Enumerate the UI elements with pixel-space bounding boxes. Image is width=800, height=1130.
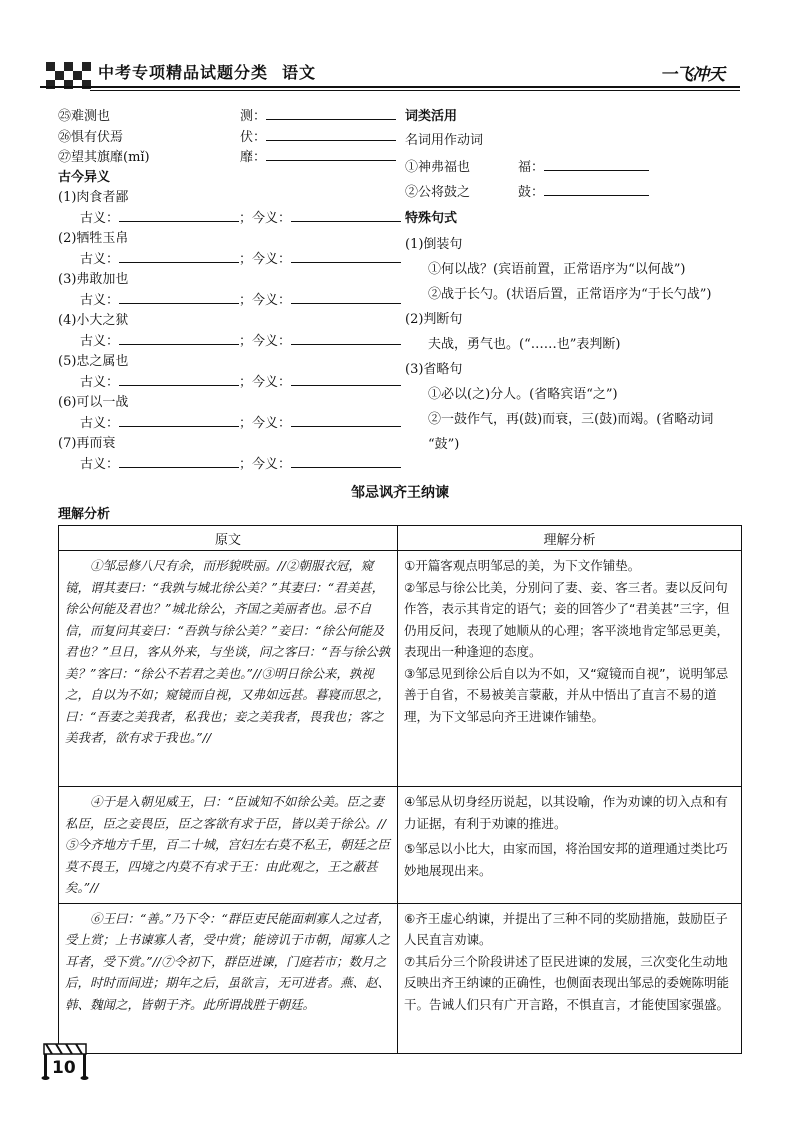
- gujin-answer-1: 古义： ；今义：: [80, 207, 401, 226]
- page-header: [0, 0, 800, 100]
- original-text-cell: ①邹忌修八尺有余，而形貌昳丽。//②朝服衣冠，窥镜，谓其妻曰：“我孰与城北徐公美？”其妻曰：“君美甚，徐公何能及君也？”城北徐公，齐国之美丽者也。忌不自信，而复问其妾曰：“吾孰与徐公美？”妾曰：“徐公何能及君也？”旦日，客从外来，与坐谈，问之客曰：“吾与徐公孰美？”客曰：“徐公不若君之美也。”//③明日徐公来，孰视之，自以为不如；窥镜而自视，又弗如远甚。暮寝而思之，曰：“吾妻之美我者，私我也；妾之美我者，畏我也；客之美我者，欲有求于我也。”//: [59, 551, 398, 787]
- original-text-cell: ④于是入朝见威王，曰：“臣诚知不如徐公美。臣之妻私臣，臣之妾畏臣，臣之客欲有求于臣，皆以美于徐公。//⑤今齐地方千里，百二十城，宫妇左右莫不私王，朝廷之臣莫不畏王，四境之内莫不有求于王：由此观之，王之蔽甚矣。”//: [59, 787, 398, 904]
- section-title-huoyong: 词类活用: [405, 109, 458, 124]
- article-title: 邹忌讽齐王纳谏: [351, 485, 449, 501]
- column-header-original: 原文: [59, 526, 398, 551]
- gujin-item-1: (1)肉食者鄙: [58, 190, 129, 205]
- gujin-answer-5: 古义： ；今义：: [80, 371, 401, 390]
- jushi-line: (1)倒装句: [405, 237, 463, 252]
- answer-blank[interactable]: [544, 158, 649, 171]
- answer-blank[interactable]: [291, 332, 401, 345]
- header-rule-thin: [90, 90, 740, 91]
- gujin-item-4: (4)小大之狱: [58, 313, 129, 328]
- vocab-answer-27: 靡：: [240, 146, 396, 165]
- analysis-cell: [398, 903, 742, 1053]
- gujin-answer-2: 古义： ；今义：: [80, 248, 401, 267]
- answer-blank[interactable]: [291, 373, 401, 386]
- answer-blank[interactable]: [119, 455, 239, 468]
- answer-blank[interactable]: [291, 455, 401, 468]
- answer-blank[interactable]: [291, 250, 401, 263]
- jushi-line: ②一鼓作气，再(鼓)而衰，三(鼓)而竭。(省略动词: [428, 412, 714, 427]
- gujin-item-2: (2)牺牲玉帛: [58, 231, 129, 246]
- answer-blank[interactable]: [266, 107, 396, 120]
- original-text-cell: ⑥王曰：“善。”乃下令：“群臣吏民能面刺寡人之过者，受上赏；上书谏寡人者，受中赏；能谤讥于市朝，闻寡人之耳者，受下赏。”//⑦令初下，群臣进谏，门庭若市；数月之后，时时而间进；期年之后，虽欲言，无可进者。燕、赵、韩、魏闻之，皆朝于齐。此所谓战胜于朝廷。: [59, 903, 398, 1053]
- gujin-item-6: (6)可以一战: [58, 395, 129, 410]
- gujin-item-7: (7)再而衰: [58, 436, 116, 451]
- analysis-point: ⑤邹忌以小比大，由家而国，将治国安邦的道理通过类比巧妙地展现出来。: [404, 841, 728, 878]
- subject-label: 语文: [282, 63, 317, 82]
- table-row: [59, 787, 742, 904]
- answer-blank[interactable]: [266, 148, 396, 161]
- analysis-point: ④邹忌从切身经历说起，以其设喻，作为劝谏的切入点和有力证据，有利于劝谏的推进。: [404, 794, 728, 831]
- subsection-noun-verb: 名词用作动词: [405, 133, 484, 148]
- vocab-item-26: ㉖惧有伏焉: [58, 130, 124, 145]
- brand-logo: 一飞冲天: [660, 65, 724, 85]
- answer-blank[interactable]: [119, 291, 239, 304]
- header-rule: [40, 86, 740, 88]
- answer-blank[interactable]: [119, 332, 239, 345]
- jushi-line: ②战于长勺。(状语后置，正常语序为“于长勺战”): [428, 287, 712, 302]
- gujin-item-5: (5)忠之属也: [58, 354, 129, 369]
- jushi-line: ①必以(之)分人。(省略宾语“之”): [428, 387, 618, 402]
- gujin-answer-3: 古义： ；今义：: [80, 289, 401, 308]
- answer-blank[interactable]: [266, 128, 396, 141]
- answer-blank[interactable]: [119, 414, 239, 427]
- analysis-cell: [398, 787, 742, 904]
- answer-blank[interactable]: [119, 209, 239, 222]
- answer-blank[interactable]: [119, 250, 239, 263]
- analysis-point: ②邹忌与徐公比美，分别问了妻、妾、客三者。妻以反问句作答，表示其肯定的语气；妾的回答少了“君美甚”三字，但仍用反问，表现了她顺从的心理；客平淡地肯定邹忌更美，表现出一种逢迎的态度。: [404, 579, 730, 659]
- analysis-point: ⑥齐王虚心纳谏，并提出了三种不同的奖励措施，鼓励臣子人民直言劝谏。: [404, 910, 728, 947]
- jushi-line: “鼓”): [428, 437, 460, 452]
- analysis-cell: [398, 551, 742, 787]
- gujin-item-3: (3)弗敢加也: [58, 272, 129, 287]
- gujin-answer-7: 古义： ；今义：: [80, 453, 401, 472]
- vocab-answer-26: 伏：: [240, 126, 396, 145]
- answer-blank[interactable]: [291, 291, 401, 304]
- jushi-line: ①何以战？(宾语前置，正常语序为“以何战”): [428, 262, 686, 277]
- huoyong-answer-1: 福：: [518, 156, 649, 175]
- vocab-item-27: ㉗望其旗靡(mǐ): [58, 150, 150, 165]
- header-title: [98, 60, 316, 83]
- gujin-answer-4: 古义： ；今义：: [80, 330, 401, 349]
- huoyong-item-2: ②公将鼓之: [405, 185, 471, 200]
- table-header-row: [59, 526, 742, 551]
- section-title-analysis: 理解分析: [58, 507, 111, 522]
- jushi-line: (3)省略句: [405, 362, 463, 377]
- vocab-answer-25: 测：: [240, 105, 396, 124]
- analysis-point: ①开篇客观点明邹忌的美，为下文作铺垫。: [404, 558, 641, 573]
- gujin-answer-6: 古义： ；今义：: [80, 412, 401, 431]
- table-row: [59, 903, 742, 1053]
- answer-blank[interactable]: [119, 373, 239, 386]
- section-title-gujin: 古今异义: [58, 170, 111, 185]
- analysis-table: [58, 525, 742, 1054]
- analysis-point: ⑦其后分三个阶段讲述了臣民进谏的发展，三次变化生动地反映出齐王纳谏的正确性，也侧面表现出邹忌的委婉陈明能干。告诫人们只有广开言路，不惧直言，才能使国家强盛。: [404, 953, 730, 1012]
- series-title: 中考专项精品试题分类: [98, 63, 269, 82]
- analysis-point: ③邹忌见到徐公后自以为不如，又“窥镜而自视”，说明邹忌善于自省，不易被美言蒙蔽，并从中悟出了直言不易的道理，为下文邹忌向齐王进谏作铺垫。: [404, 665, 729, 724]
- huoyong-answer-2: 鼓：: [518, 181, 649, 200]
- answer-blank[interactable]: [291, 209, 401, 222]
- vocab-item-25: ㉕难测也: [58, 109, 111, 124]
- jushi-line: 夫战，勇气也。(“……也”表判断): [428, 337, 621, 352]
- page-number: 10: [52, 1058, 76, 1078]
- huoyong-item-1: ①神弗福也: [405, 160, 471, 175]
- table-row: [59, 551, 742, 787]
- answer-blank[interactable]: [544, 183, 649, 196]
- section-title-jushi: 特殊句式: [405, 211, 458, 226]
- column-header-analysis: 理解分析: [398, 526, 742, 551]
- answer-blank[interactable]: [291, 414, 401, 427]
- jushi-line: (2)判断句: [405, 312, 463, 327]
